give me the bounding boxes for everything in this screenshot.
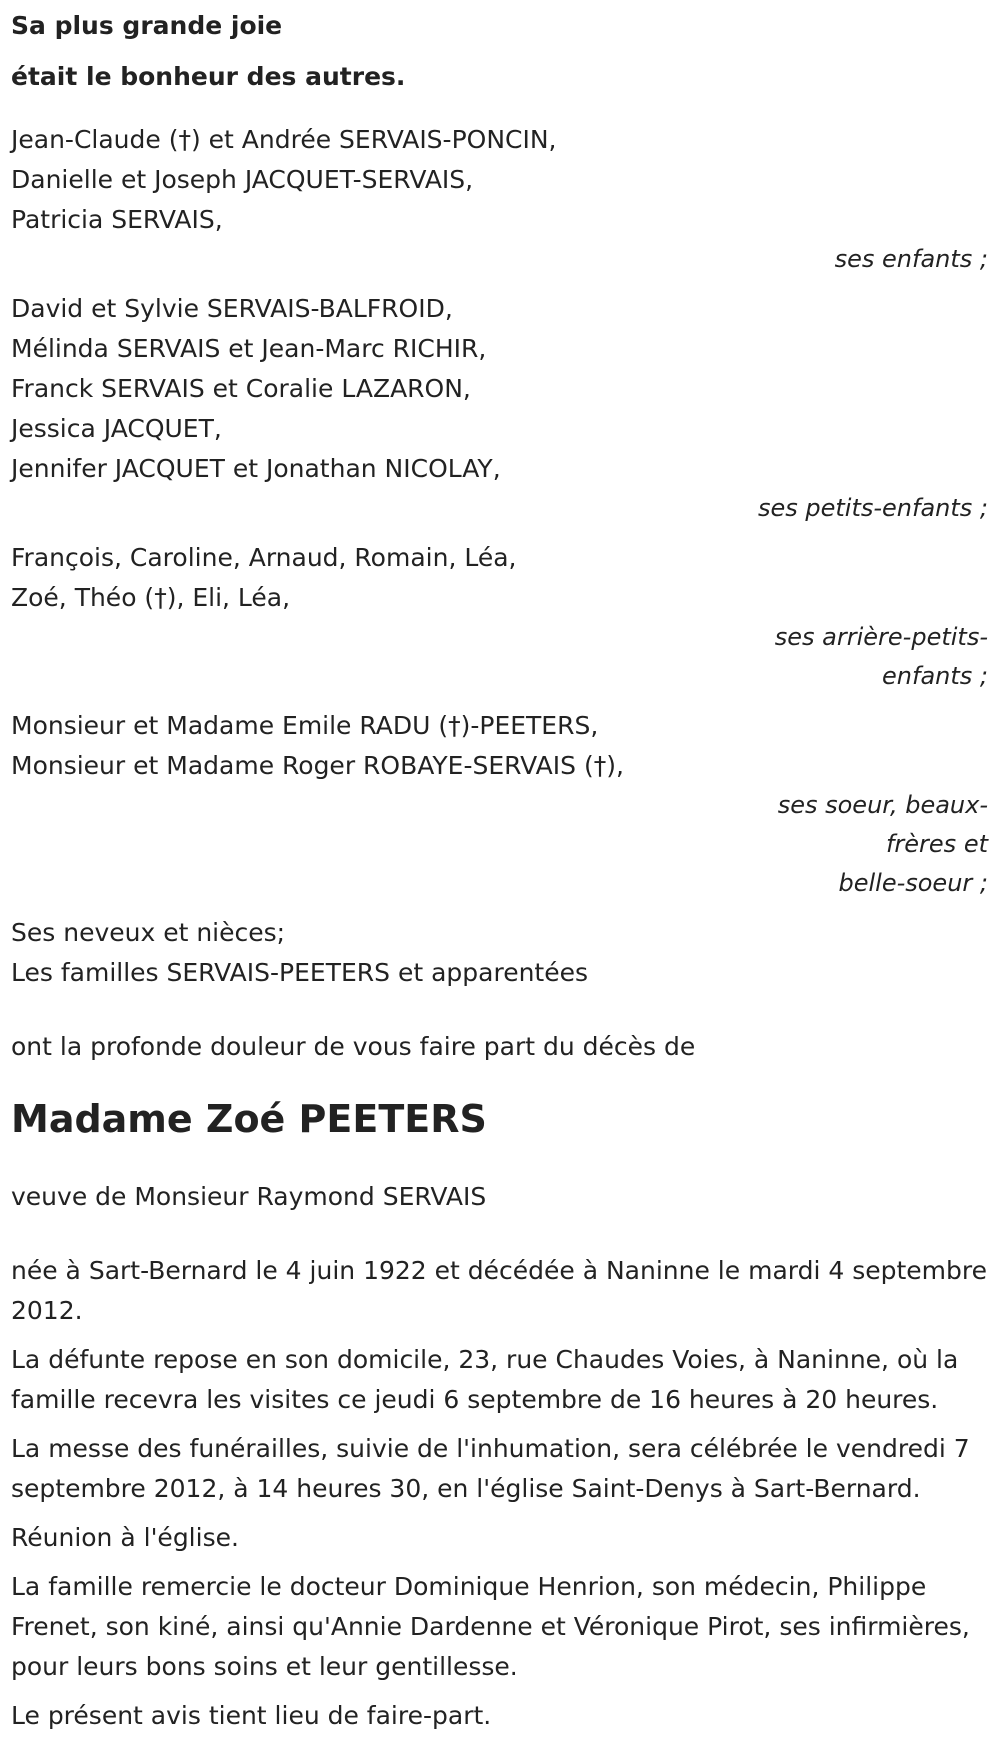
motto — [11, 0, 988, 102]
family-name-line: François, Caroline, Arnaud, Romain, Léa, — [11, 543, 517, 572]
notice-paragraph: Le présent avis tient lieu de faire-part. — [11, 1701, 492, 1730]
relation-line: ses enfants ; — [834, 245, 988, 273]
relation-line: enfants ; — [882, 662, 988, 690]
family-name-line: Danielle et Joseph JACQUET-SERVAIS, — [11, 165, 474, 194]
extended-family-line: Ses neveux et nièces; — [11, 918, 286, 947]
family-name-line: Monsieur et Madame Emile RADU (†)-PEETERS, — [11, 711, 599, 740]
relation-line: ses soeur, beaux- — [777, 791, 988, 819]
relation-label — [748, 240, 988, 279]
family-name-line: Jennifer JACQUET et Jonathan NICOLAY, — [11, 454, 501, 483]
extended-family — [11, 913, 988, 993]
family-name-line: Monsieur et Madame Roger ROBAYE-SERVAIS (†), — [11, 751, 624, 780]
family-name-line: Jean-Claude (†) et Andrée SERVAIS-PONCIN, — [11, 125, 557, 154]
family-name-line: Franck SERVAIS et Coralie LAZARON, — [11, 374, 471, 403]
relation-line: frères et — [885, 830, 988, 858]
relation-line: belle-soeur ; — [838, 869, 988, 897]
relation-label — [748, 489, 988, 528]
relation-label — [748, 786, 988, 903]
motto-line: Sa plus grande joie — [11, 11, 283, 40]
family-name-line: Zoé, Théo (†), Eli, Léa, — [11, 583, 291, 612]
funeral-paragraph: La messe des funérailles, suivie de l'inhumation, sera célébrée le vendredi 7 septembre 2012, à 14 heures 30, en l'église Saint-Denys à Sart-Bernard. — [11, 1434, 970, 1503]
details — [11, 1251, 988, 1736]
relation-line: ses arrière-petits- — [774, 623, 988, 651]
relation-label — [748, 618, 988, 696]
family-group-children — [11, 120, 988, 279]
family-name-line: Jessica JACQUET, — [11, 414, 222, 443]
reunion-paragraph: Réunion à l'église. — [11, 1523, 239, 1552]
birth-death-paragraph: née à Sart-Bernard le 4 juin 1922 et décédée à Naninne le mardi 4 septembre 2012. — [11, 1256, 988, 1325]
family-group-great-grandchildren — [11, 538, 988, 696]
family-group-siblings — [11, 706, 988, 903]
relation-line: ses petits-enfants ; — [757, 494, 988, 522]
deceased-name: Madame Zoé PEETERS — [11, 1097, 487, 1141]
family-name-line: David et Sylvie SERVAIS-BALFROID, — [11, 294, 453, 323]
family-group-grandchildren — [11, 289, 988, 528]
thanks-paragraph: La famille remercie le docteur Dominique Henrion, son médecin, Philippe Frenet, son kiné, ainsi qu'Annie Dardenne et Véronique Pirot, ses infirmières, pour leurs bons soins et leur gentillesse. — [11, 1572, 970, 1681]
visitation-paragraph: La défunte repose en son domicile, 23, rue Chaudes Voies, à Naninne, où la famille recevra les visites ce jeudi 6 septembre de 16 heures à 20 heures. — [11, 1345, 959, 1414]
announcement: ont la profonde douleur de vous faire part du décès de — [11, 1032, 696, 1061]
extended-family-line: Les familles SERVAIS-PEETERS et apparentées — [11, 958, 589, 987]
family-name-line: Mélinda SERVAIS et Jean-Marc RICHIR, — [11, 334, 487, 363]
family-name-line: Patricia SERVAIS, — [11, 205, 223, 234]
motto-line: était le bonheur des autres. — [11, 62, 406, 91]
widow-of: veuve de Monsieur Raymond SERVAIS — [11, 1182, 487, 1211]
